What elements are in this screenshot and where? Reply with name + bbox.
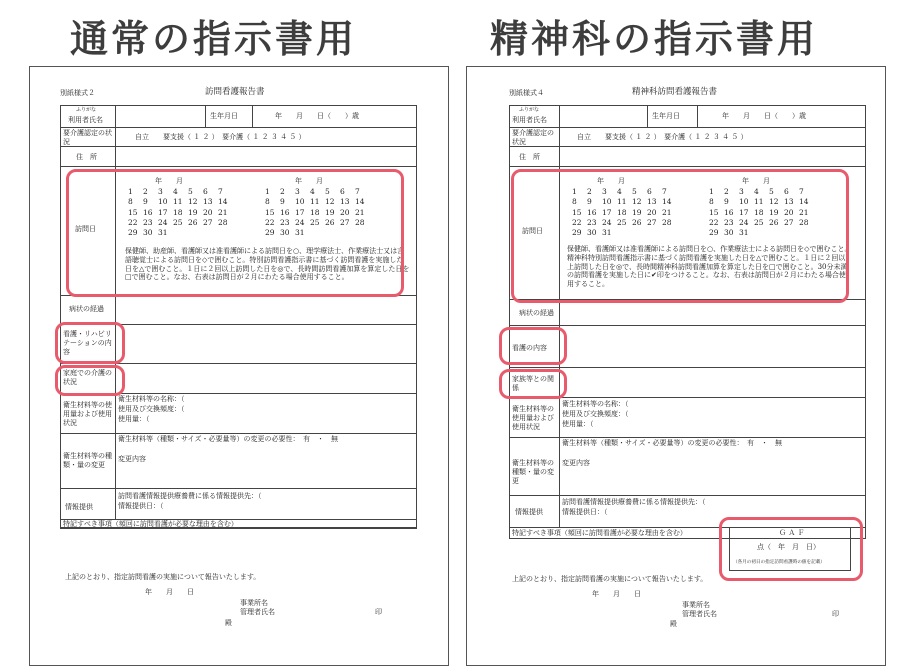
- calendar-day: 31: [739, 228, 749, 238]
- calendar-day: 3: [158, 187, 163, 196]
- calendar-day: 3: [602, 187, 607, 196]
- calendar-day: 7: [662, 187, 667, 196]
- calendar-day: 26: [325, 217, 335, 227]
- gaf-title: Ｇ Ａ Ｆ: [779, 529, 805, 537]
- calendar-day: 29: [572, 228, 582, 238]
- patient-name-label: 利用者氏名: [512, 116, 547, 124]
- calendar-day: 21: [218, 207, 228, 217]
- report-date: 年 月 日: [145, 588, 194, 596]
- supply-change-label: 衛生材料等の種類・量の変更: [512, 459, 554, 485]
- progress-label: 病状の経過: [69, 305, 104, 313]
- calendar-day: 25: [310, 217, 320, 227]
- calendar-day: 24: [739, 217, 749, 227]
- gaf-note: （各月の初日の指定訪問看護時の値を記載）: [733, 560, 825, 565]
- calendar-day: 5: [632, 187, 637, 196]
- calendar-day: 4: [173, 187, 178, 196]
- calendar-day: 29: [128, 228, 138, 238]
- calendar-month-header-2: 年 月: [295, 177, 323, 185]
- calendar-day: 15: [572, 207, 582, 217]
- calendar-day: 16: [280, 207, 290, 217]
- calendar-day: 29: [265, 228, 275, 238]
- calendar-day: 11: [617, 197, 627, 207]
- calendar-day: 31: [158, 228, 168, 238]
- change-content-label: 変更内容: [118, 455, 146, 463]
- calendar-month-header-1: 年 月: [597, 177, 625, 185]
- calendar-day: 24: [602, 217, 612, 227]
- calendar-day: 18: [310, 207, 320, 217]
- family-care-label: 家庭での介護の状況: [63, 369, 112, 386]
- supply-line-3: 使用量：（: [118, 415, 150, 423]
- highlight-visit-date: [66, 169, 404, 297]
- seal-mark: 印: [832, 610, 839, 618]
- calendar-day: 28: [355, 217, 365, 227]
- supply-line-2: 使用及び交換頻度：（: [118, 405, 185, 413]
- calendar-day: 19: [325, 207, 335, 217]
- highlight-family: [55, 365, 125, 396]
- special-notes-label: 特記すべき事項（頻回に訪問看護が必要な理由を含む）: [512, 529, 687, 537]
- calendar-day: 13: [784, 197, 794, 207]
- progress-label: 病状の経過: [519, 309, 554, 317]
- care-level-value: 自立 要支援（ １ ２ ） 要介護（ １ ２ ３ ４ ５ ）: [577, 133, 748, 141]
- dear-label: 殿: [670, 620, 677, 628]
- calendar-day: 21: [799, 207, 809, 217]
- calendar-day: 11: [173, 197, 183, 207]
- psychiatric-report-form: [466, 66, 886, 666]
- calendar-day: 4: [754, 187, 759, 196]
- calendar-day: 12: [188, 197, 198, 207]
- furigana-label: ふりがな: [76, 107, 97, 113]
- calendar-day: 5: [325, 187, 330, 196]
- calendar-day: 3: [739, 187, 744, 196]
- calendar-day: 6: [784, 187, 789, 196]
- supply-usage-label: 衛生材料等の使用量および使用状況: [63, 401, 112, 427]
- form-number: 別紙様式２: [60, 89, 95, 97]
- calendar-day: 15: [265, 207, 275, 217]
- calendar-day: 21: [355, 207, 365, 217]
- nursing-content-label: 看護・リハビリテーションの内容: [63, 330, 112, 356]
- calendar-day: 9: [724, 197, 729, 207]
- furigana-label: ふりがな: [519, 107, 540, 113]
- supply-change-line: 衛生材料等（種類・サイズ・必要量等）の変更の必要性： 有 ・ 無: [562, 439, 782, 447]
- calendar-day: 5: [769, 187, 774, 196]
- calendar-day: 7: [799, 187, 804, 196]
- calendar-day: 20: [203, 207, 213, 217]
- care-level-label: 要介護認定の状況: [512, 129, 554, 146]
- info-provision-label: 情報提供: [515, 508, 543, 516]
- calendar-day: 27: [203, 217, 213, 227]
- care-level-label: 要介護認定の状況: [63, 129, 112, 146]
- calendar-day: 9: [587, 197, 592, 207]
- office-name-label: 事業所名: [682, 601, 710, 609]
- calendar-day: 14: [218, 197, 228, 207]
- calendar-day: 30: [724, 228, 734, 238]
- gaf-score: 点（ 年 月 日）: [757, 543, 820, 551]
- calendar-day: 7: [218, 187, 223, 196]
- calendar-day: 12: [325, 197, 335, 207]
- calendar-day: 30: [143, 228, 153, 238]
- normal-report-form: [29, 66, 449, 666]
- dear-label: 殿: [225, 619, 232, 627]
- calendar-day: 20: [647, 207, 657, 217]
- calendar-day: 10: [158, 197, 168, 207]
- calendar-day: 21: [662, 207, 672, 217]
- form-title: 精神科訪問看護報告書: [632, 87, 718, 97]
- calendar-day: 13: [647, 197, 657, 207]
- calendar-day: 31: [295, 228, 305, 238]
- birth-date-value: 年 月 日（ ）歳: [722, 112, 806, 120]
- calendar-day: 23: [280, 217, 290, 227]
- heading-normal: 通常の指示書用: [70, 17, 358, 61]
- calendar-day: 27: [340, 217, 350, 227]
- calendar-day: 6: [203, 187, 208, 196]
- calendar-day: 11: [754, 197, 764, 207]
- birth-date-label: 生年月日: [652, 112, 680, 120]
- calendar-day: 10: [739, 197, 749, 207]
- calendar-day: 15: [709, 207, 719, 217]
- form-number: 別紙様式４: [509, 89, 544, 97]
- calendar-day: 23: [143, 217, 153, 227]
- highlight-visit-date: [511, 169, 849, 303]
- calendar-day: 18: [754, 207, 764, 217]
- calendar-day: 12: [769, 197, 779, 207]
- calendar-day: 13: [203, 197, 213, 207]
- calendar-day: 17: [295, 207, 305, 217]
- calendar-day: 7: [355, 187, 360, 196]
- supply-usage-label: 衛生材料等の使用量および使用状況: [512, 405, 554, 431]
- calendar-day: 19: [632, 207, 642, 217]
- info-provision-label: 情報提供: [65, 503, 93, 511]
- calendar-day: 18: [173, 207, 183, 217]
- calendar-day: 27: [784, 217, 794, 227]
- calendar-day: 14: [662, 197, 672, 207]
- supply-line-1: 衛生材料等の名称：（: [562, 400, 629, 408]
- calendar-month-header-2: 年 月: [742, 177, 770, 185]
- calendar-day: 31: [602, 228, 612, 238]
- calendar-day: 1: [709, 187, 714, 196]
- calendar-day: 17: [602, 207, 612, 217]
- calendar-day: 20: [784, 207, 794, 217]
- calendar-day: 6: [647, 187, 652, 196]
- calendar-day: 19: [188, 207, 198, 217]
- calendar-day: 1: [572, 187, 577, 196]
- calendar-day: 9: [280, 197, 285, 207]
- family-relation-label: 家族等との関係: [512, 375, 554, 392]
- supply-line-3: 使用量：（: [562, 420, 594, 428]
- calendar-day: 17: [739, 207, 749, 217]
- birth-date-value: 年 月 日（ ）歳: [275, 112, 359, 120]
- manager-name-label: 管理者氏名: [682, 610, 717, 618]
- supply-change-label: 衛生材料等の種類・量の変更: [63, 452, 112, 469]
- supply-line-1: 衛生材料等の名称：（: [118, 395, 185, 403]
- calendar-day: 4: [617, 187, 622, 196]
- calendar-day: 25: [754, 217, 764, 227]
- info-line-1: 訪問看護情報提供療養費に係る情報提供先：（: [562, 498, 706, 506]
- calendar-day: 18: [617, 207, 627, 217]
- calendar-day: 10: [295, 197, 305, 207]
- calendar-day: 2: [143, 187, 148, 196]
- calendar-day: 15: [128, 207, 138, 217]
- seal-mark: 印: [375, 608, 382, 616]
- calendar-day: 23: [724, 217, 734, 227]
- highlight-nursing: [499, 327, 567, 365]
- calendar-day: 28: [799, 217, 809, 227]
- calendar-day: 30: [280, 228, 290, 238]
- report-date: 年 月 日: [592, 590, 641, 598]
- form-title: 訪問看護報告書: [205, 87, 265, 97]
- highlight-nursing: [55, 322, 125, 364]
- calendar-day: 17: [158, 207, 168, 217]
- visit-note: 保健師、看護師又は准看護師による訪問日を○、作業療法士による訪問日を◇で囲むこと。精神科特別訪問看護指示書に基づく訪問看護を実施した日を△で囲むこと。１日に２回以上訪問した日を◎で、長時間精神科訪問看護加算を算定した日を□で囲むこと。30分未満の訪問看護を実施した日に✔印をつけること。なお、右表は訪問日が２月にわたる場合使用すること。: [567, 245, 852, 289]
- calendar-day: 13: [340, 197, 350, 207]
- address-label: 住 所: [519, 153, 540, 161]
- visit-note: 保健師、助産師、看護師又は准看護師による訪問日を○、理学療法士、作業療法士又は言語聴覚士による訪問日を◇で囲むこと。特別訪問看護指示書に基づく訪問看護を実施した日を△で囲むこと。１日に２回以上訪問した日を◎で、長時間訪問看護加算を算定した日を□で囲むこと。なお、右表は訪問日が２月にわたる場合使用すること。: [125, 247, 410, 282]
- calendar-day: 22: [265, 217, 275, 227]
- calendar-day: 27: [647, 217, 657, 227]
- calendar-day: 16: [724, 207, 734, 217]
- calendar-day: 28: [662, 217, 672, 227]
- calendar-day: 5: [188, 187, 193, 196]
- calendar-day: 12: [632, 197, 642, 207]
- supply-change-line: 衛生材料等（種類・サイズ・必要量等）の変更の必要性： 有 ・ 無: [118, 435, 338, 443]
- calendar-day: 25: [617, 217, 627, 227]
- calendar-day: 14: [355, 197, 365, 207]
- calendar-day: 22: [709, 217, 719, 227]
- visit-date-label: 訪問日: [75, 225, 96, 233]
- calendar-day: 8: [265, 197, 270, 207]
- calendar-day: 30: [587, 228, 597, 238]
- calendar-day: 1: [128, 187, 133, 196]
- calendar-month-header-1: 年 月: [155, 177, 183, 185]
- address-label: 住 所: [76, 153, 97, 161]
- calendar-day: 11: [310, 197, 320, 207]
- calendar-day: 14: [799, 197, 809, 207]
- highlight-family: [499, 369, 567, 399]
- supply-line-2: 使用及び交換頻度：（: [562, 410, 629, 418]
- calendar-day: 6: [340, 187, 345, 196]
- calendar-day: 29: [709, 228, 719, 238]
- care-level-value: 自立 要支援（ １ ２ ） 要介護（ １ ２ ３ ４ ５ ）: [135, 133, 306, 141]
- calendar-day: 23: [587, 217, 597, 227]
- calendar-day: 10: [602, 197, 612, 207]
- calendar-day: 1: [265, 187, 270, 196]
- calendar-day: 2: [724, 187, 729, 196]
- calendar-day: 26: [632, 217, 642, 227]
- calendar-day: 2: [280, 187, 285, 196]
- calendar-day: 8: [128, 197, 133, 207]
- birth-date-label: 生年月日: [210, 112, 238, 120]
- footer-statement: 上記のとおり、指定訪問看護の実施について報告いたします。: [65, 573, 261, 581]
- calendar-day: 20: [340, 207, 350, 217]
- calendar-day: 4: [310, 187, 315, 196]
- nursing-content-label: 看護の内容: [512, 344, 547, 352]
- calendar-day: 9: [143, 197, 148, 207]
- calendar-day: 26: [188, 217, 198, 227]
- calendar-day: 3: [295, 187, 300, 196]
- manager-name-label: 管理者氏名: [240, 608, 275, 616]
- info-line-1: 訪問看護情報提供療養費に係る情報提供先：（: [118, 492, 262, 500]
- calendar-day: 26: [769, 217, 779, 227]
- special-notes-label: 特記すべき事項（頻回に訪問看護が必要な理由を含む）: [63, 520, 238, 528]
- calendar-day: 16: [143, 207, 153, 217]
- calendar-day: 19: [769, 207, 779, 217]
- info-line-2: 情報提供日：（: [562, 508, 608, 516]
- calendar-day: 16: [587, 207, 597, 217]
- office-name-label: 事業所名: [240, 599, 268, 607]
- patient-name-label: 利用者氏名: [68, 116, 103, 124]
- calendar-day: 2: [587, 187, 592, 196]
- heading-psychiatric: 精神科の指示書用: [490, 17, 819, 61]
- calendar-day: 8: [572, 197, 577, 207]
- info-line-2: 情報提供日：（: [118, 502, 164, 510]
- calendar-day: 24: [295, 217, 305, 227]
- change-content-label: 変更内容: [562, 459, 590, 467]
- calendar-day: 25: [173, 217, 183, 227]
- footer-statement: 上記のとおり、指定訪問看護の実施について報告いたします。: [512, 575, 708, 583]
- visit-date-label: 訪問日: [522, 227, 543, 235]
- calendar-day: 28: [218, 217, 228, 227]
- calendar-day: 8: [709, 197, 714, 207]
- calendar-day: 24: [158, 217, 168, 227]
- calendar-day: 22: [572, 217, 582, 227]
- calendar-day: 22: [128, 217, 138, 227]
- highlight-gaf: [719, 517, 863, 581]
